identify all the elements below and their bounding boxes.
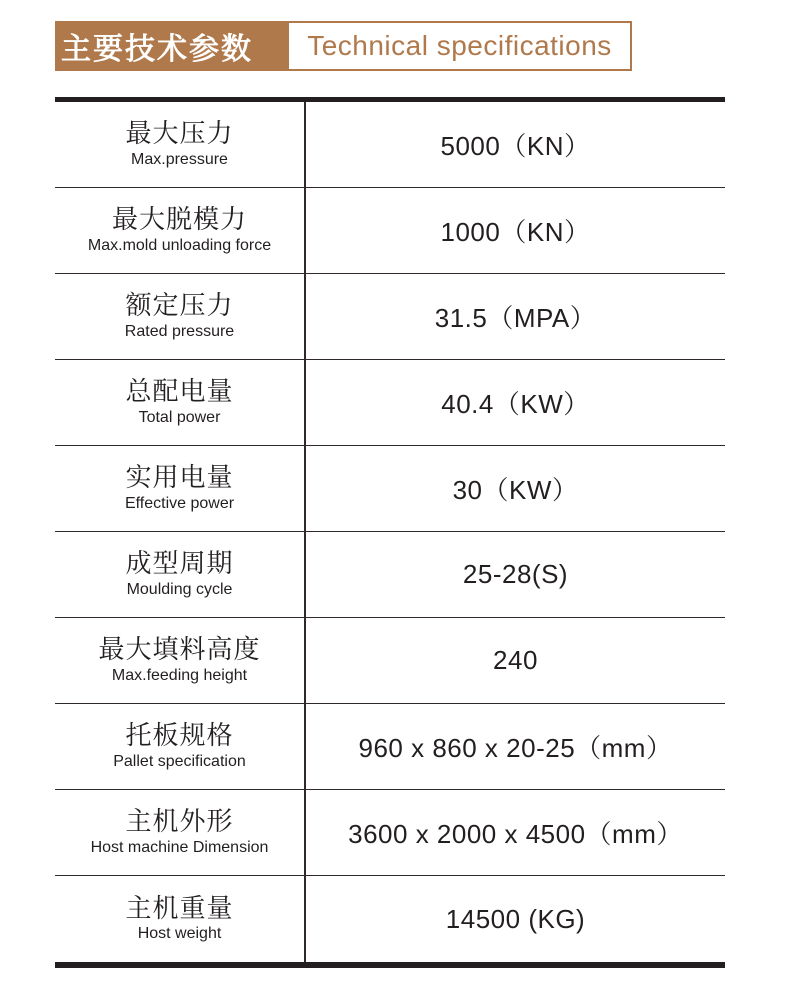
- table-row: [55, 618, 725, 704]
- row-label-en: Host machine Dimension: [90, 838, 269, 856]
- row-label-cell: [55, 360, 306, 445]
- row-value: 40.4（KW）: [441, 389, 590, 419]
- row-label-cell: [55, 876, 306, 962]
- row-label-cell: [55, 102, 306, 187]
- row-value: 960 x 860 x 20-25（mm）: [358, 733, 673, 763]
- spec-table: [55, 97, 725, 968]
- row-label-zh: 总配电量: [125, 376, 234, 407]
- row-label-cell: [55, 188, 306, 273]
- row-value: 240: [493, 645, 538, 675]
- row-label-cell: [55, 274, 306, 359]
- row-label-zh: 成型周期: [125, 548, 234, 579]
- row-label-en: Total power: [138, 408, 221, 426]
- row-label-zh: 最大填料高度: [98, 634, 261, 665]
- row-label-cell: [55, 532, 306, 617]
- row-value: 1000（KN）: [440, 217, 591, 247]
- row-label-en: Max.pressure: [131, 150, 228, 168]
- section-title-en: Technical specifications: [287, 21, 632, 71]
- table-row: [55, 532, 725, 618]
- table-row: [55, 102, 725, 188]
- row-value: 3600 x 2000 x 4500（mm）: [348, 819, 683, 849]
- row-label-cell: [55, 790, 306, 875]
- section-header: [55, 21, 632, 71]
- row-label-zh: 主机外形: [125, 806, 234, 837]
- section-title-zh: 主要技术参数: [55, 21, 287, 71]
- row-label-en: Effective power: [124, 494, 235, 512]
- row-label-zh: 最大压力: [125, 118, 234, 149]
- row-value: 31.5（MPA）: [434, 303, 597, 333]
- row-label-zh: 实用电量: [125, 462, 234, 493]
- table-row: [55, 876, 725, 962]
- row-label-zh: 主机重量: [125, 892, 234, 923]
- row-value: 14500 (KG): [445, 903, 586, 934]
- row-value: 5000（KN）: [440, 131, 591, 161]
- row-label-en: Pallet specification: [113, 752, 246, 770]
- table-row: [55, 188, 725, 274]
- row-label-zh: 托板规格: [125, 720, 234, 751]
- row-label-zh: 最大脱模力: [111, 204, 247, 235]
- row-label-en: Rated pressure: [124, 322, 235, 340]
- row-label-en: Max.feeding height: [111, 666, 248, 684]
- row-label-en: Moulding cycle: [126, 580, 233, 598]
- table-row: [55, 446, 725, 532]
- row-label-cell: [55, 446, 306, 531]
- table-row: [55, 360, 725, 446]
- row-label-cell: [55, 704, 306, 789]
- row-label-en: Host weight: [137, 925, 222, 943]
- row-value: 30（KW）: [452, 475, 579, 505]
- table-row: [55, 790, 725, 876]
- row-label-zh: 额定压力: [125, 290, 234, 321]
- row-value: 25-28(S): [462, 559, 569, 589]
- row-label-en: Max.mold unloading force: [87, 236, 272, 254]
- row-label-cell: [55, 618, 306, 703]
- table-row: [55, 704, 725, 790]
- table-row: [55, 274, 725, 360]
